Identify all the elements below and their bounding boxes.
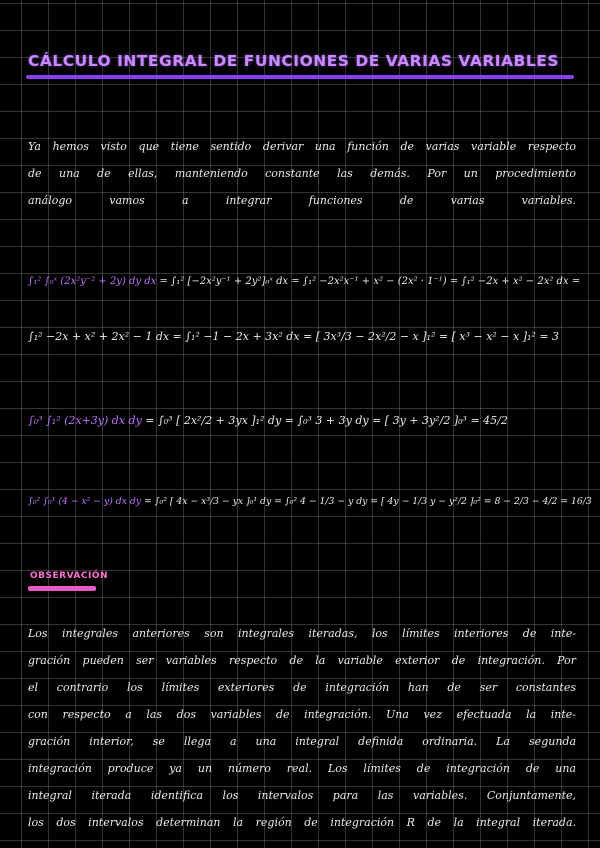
- observation-line: con respecto a las dos variables de integración. Una vez efectuada la inte-: [28, 708, 576, 721]
- intro-line: Ya hemos visto que tiene sentido derivar una función de varias variable respecto: [28, 140, 576, 153]
- equation-4-steps: = ∫₀² [ 4x − x³/3 − yx ]₀¹ dy = ∫₀² 4 − 1/3 − y dy = [ 4y − 1/3 y − y²/2 ]₀² = 8 − 2/3 − 4/2 = 16/3: [141, 496, 592, 507]
- observation-line: gración pueden ser variables respecto de la variable exterior de integración. Por: [28, 654, 576, 667]
- title-underline: [26, 75, 574, 79]
- equation-1-steps: = ∫₁² [−2x²y⁻¹ + 2y²]₀ˣ dx = ∫₁² −2x²x⁻¹ + x² − (2x² · 1⁻¹) = ∫₁² −2x + x² − 2x² dx =: [156, 276, 581, 287]
- equation-4-integral: ∫₀² ∫₀¹ (4 − x² − y) dx dy: [28, 496, 142, 507]
- intro-line: análogo vamos a integrar funciones de varias variables.: [28, 194, 576, 207]
- observation-line: gración interior, se llega a una integral definida ordinaria. La segunda: [28, 735, 576, 748]
- equation-4: [28, 496, 592, 507]
- page-title: CÁLCULO INTEGRAL DE FUNCIONES DE VARIAS VARIABLES: [28, 52, 559, 70]
- equation-3-integral: ∫₀³ ∫₁² (2x+3y) dx dy: [28, 414, 142, 427]
- equation-3-steps: = ∫₀³ [ 2x²/2 + 3yx ]₁² dy = ∫₀³ 3 + 3y dy = [ 3y + 3y²/2 ]₀³ = 45/2: [141, 414, 508, 427]
- equation-2-steps: ∫₁² −2x + x² + 2x² − 1 dx = ∫₁² −1 − 2x + 3x² dx = [ 3x³/3 − 2x²/2 − x ]₁² = [ x³ − x² − x ]₁² = 3: [28, 330, 560, 343]
- observation-underline: [28, 586, 96, 591]
- observation-line: integración produce ya un número real. Los límites de integración de una: [28, 762, 576, 775]
- intro-line: de una de ellas, manteniendo constante las demás. Por un procedimiento: [28, 167, 576, 180]
- observation-line: integral iterada identifica los intervalos para las variables. Conjuntamente,: [28, 789, 576, 802]
- equation-1: [28, 276, 580, 287]
- equation-3: [28, 414, 508, 427]
- observation-line: el contrario los límites exteriores de integración han de ser constantes: [28, 681, 576, 694]
- observation-line: los dos intervalos determinan la región de integración R de la integral iterada.: [28, 816, 576, 829]
- observation-line: Los integrales anteriores son integrales iteradas, los límites interiores de inte-: [28, 627, 576, 640]
- observation-label: OBSERVACIÓN: [30, 571, 109, 581]
- equation-1-integral: ∫₁² ∫₀ˣ (2x²y⁻² + 2y) dy dx: [28, 276, 157, 287]
- equation-2: [28, 330, 559, 343]
